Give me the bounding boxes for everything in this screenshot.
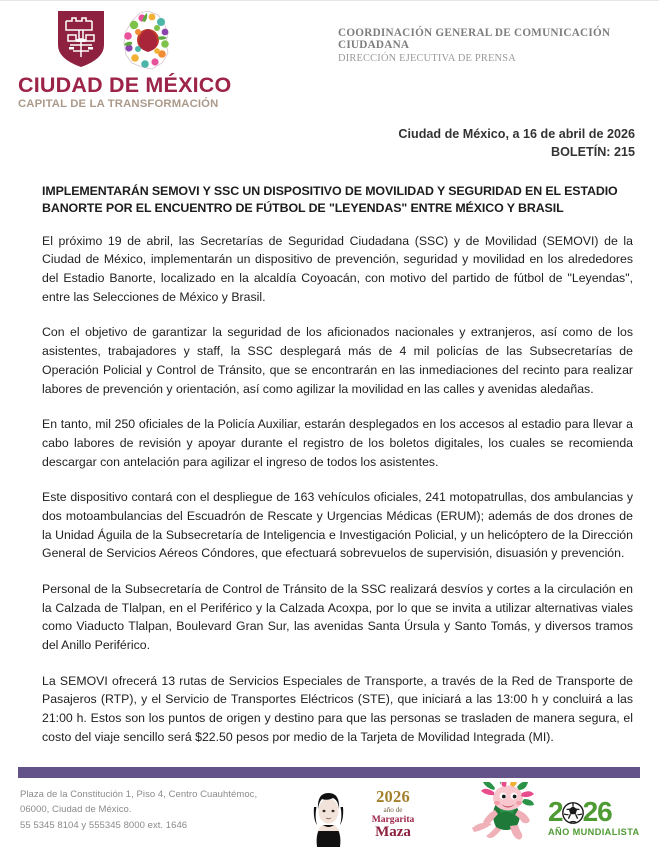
footer-content [0,785,659,851]
mundialista-text-block [548,794,640,837]
department-heading [338,27,659,64]
logo-marks [18,9,248,71]
body-paragraph: Personal de la Subsecretaría de Control de Tránsito de la SSC realizará desvíos y cortes a la circulación en la Calzada de Tlalpan, en el Periférico y la Calzada Acoxpa, por lo que se invita a utilizar alternativas viales como Viaducto Tlalpan, Boulevard Gran Sur, las avenidas Santa Úrsula y Santo Tomás, y diversos tramos del Anillo Periférico. [42,582,633,653]
document-header [0,1,659,123]
place-and-date: Ciudad de México, a 16 de abril de 2026 [398,127,635,141]
mundialista-digit-left: 2 [548,795,563,827]
logo-subtitle: CAPITAL DE LA TRANSFORMACIÓN [18,97,219,110]
mundialista-digits-right: 26 [582,795,612,827]
department-line-2: DIRECCIÓN EJECUTIVA DE PRENSA [338,53,516,64]
ano-mundialista-logo [468,781,643,849]
cdmx-shield-icon [56,9,106,69]
maza-ano-de: año de [383,805,403,814]
world-cup-mascot-icon [468,782,546,848]
margarita-maza-logo [305,785,430,847]
maza-text-block [358,785,428,841]
phone-line: 55 5345 8104 y 555345 8000 ext. 1646 [20,819,188,831]
dateline [0,125,659,162]
bulletin-number: BOLETÍN: 215 [551,145,635,160]
document-footer [0,755,659,851]
maza-last-name: Maza [375,824,411,841]
cdmx-colorful-emblem-icon [118,9,174,71]
body-paragraph: El próximo 19 de abril, las Secretarías de Seguridad Ciudadana (SSC) y de Movilidad (SEMOVI) de la Ciudad de México, implementarán un dispositivo de prevención, seguridad y movilidad en los alrededores del Estadio Banorte, localizado en la alcaldía Coyoacán, con motivo del partido de fútbol de "Leyendas", entre las Selecciones de México y Brasil. [42,233,633,304]
address-line-2: 06000, Ciudad de México. [20,804,132,816]
body-paragraph: Este dispositivo contará con el despliegue de 163 vehículos oficiales, 241 motopatrullas, dos ambulancias y dos motoambulancias del Escuadrón de Rescate y Urgencias Médicas (ERUM); además de dos drones de la Unidad Águila de la Subsecretaría de Inteligencia e Investigación Policial, y un helicóptero de la Dirección General de Servicios Aéreos Cóndores, que efectuará sobrevuelos de supervisión, disuasión y prevención. [42,490,633,561]
address-line-1: Plaza de la Constitución 1, Piso 4, Centro Cuauhtémoc, [20,789,258,800]
maza-year: 2026 [376,787,410,806]
maza-first-name: Margarita [371,813,415,825]
footer-address [20,787,257,833]
margarita-maza-portrait-icon [305,785,352,847]
soccer-ball-icon [562,801,584,823]
body-paragraph: Con el objetivo de garantizar la seguridad de los aficionados nacionales y extranjeros, así como de los asistentes, trabajadores y staff, la SSC desplegará más de 4 mil policías de las Subsecretarías de Operación Policial y Control de Tránsito, que se encontrarán en las inmediaciones del recinto para realizar labores de prevención y orientación, así como agilizar la movilidad en las calles y avenidas aledañas. [42,325,633,396]
cdmx-logo [18,9,248,110]
body-paragraph: La SEMOVI ofrecerá 13 rutas de Servicios Especiales de Transporte, a través de la Red de Transporte de Pasajeros (RTP), y el Servicio de Transportes Eléctricos (STE), que iniciará a las 13:00 h y concluirá a las 21:00 h. Estos son los puntos de origen y destino para que las personas se trasladen de manera segura, el costo del viaje sencillo será $22.50 pesos por medio de la Tarjeta de Movilidad Integrada (MI). [42,673,633,744]
mundialista-caption: AÑO MUNDIALISTA [548,826,640,837]
department-line-1: COORDINACIÓN GENERAL DE COMUNICACIÓN CIUDADANA [338,27,611,51]
footer-divider [18,767,640,778]
body-copy [42,218,633,747]
mundialista-year [548,795,640,827]
page-title: IMPLEMENTARÁN SEMOVI Y SSC UN DISPOSITIVO DE MOVILIDAD Y SEGURIDAD EN EL ESTADIO BANORTE POR EL ENCUENTRO DE FÚTBOL DE "LEYENDAS" ENTRE MÉXICO Y BRASIL [42,183,618,216]
body-paragraph: En tanto, mil 250 oficiales de la Policía Auxiliar, estarán desplegados en los accesos al estadio para llevar a cabo labores de revisión y apoyar durante el registro de los boletos digitales, los cuales se recomienda descargar con antelación para agilizar el ingreso de todos los asistentes. [42,417,633,469]
logo-title: CIUDAD DE MÉXICO [18,73,232,97]
